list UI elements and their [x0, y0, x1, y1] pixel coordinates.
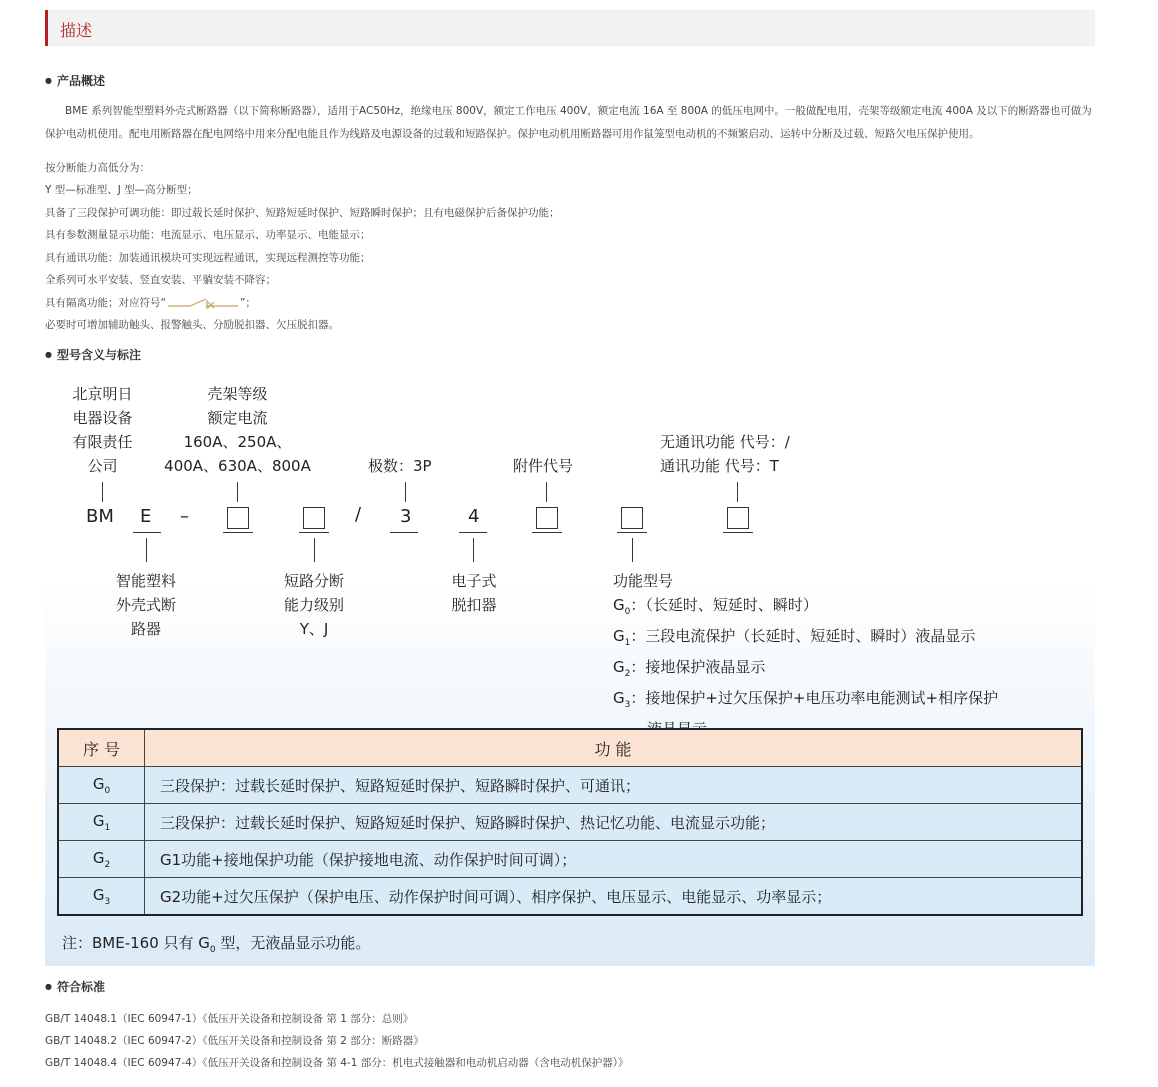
code-box-breaking — [303, 507, 325, 529]
function-line: $G_1$：三段电流保护（长延时、短延时、瞬时）液晶显示 — [613, 627, 976, 648]
label-poles: 极数：3P — [368, 457, 432, 475]
table-header-row — [58, 729, 1082, 767]
function-line: $G_0$：（长延时、短延时、瞬时） — [613, 596, 818, 617]
leader-line — [405, 482, 406, 502]
feature-item: 必要时可增加辅助触头、报警触头、分励脱扣器、欠压脱扣器。 — [45, 319, 339, 331]
underline — [223, 532, 253, 533]
code-dash: – — [180, 506, 189, 527]
label-accessory: 附件代号 — [513, 457, 574, 475]
code-box-accessory — [536, 507, 558, 529]
row-code: $G_3$ — [58, 878, 145, 916]
standards-title: ● 符合标准 — [45, 978, 105, 995]
leader-line — [314, 538, 315, 562]
label-breaker-type: 智能塑料 外壳式断 路器 — [115, 572, 176, 638]
label-comm-none: 无通讯功能 代号：/ — [660, 433, 790, 451]
function-line: $G_3$：接地保护+过欠压保护+电压功率电能测试+相序保护 — [613, 689, 999, 710]
standard-item: GB/T 14048.4（IEC 60947-4）《低压开关设备和控制设备 第 4-1 部分：机电式接触器和电动机启动器（含电动机保护器）》 — [45, 1057, 629, 1069]
label-breaking-capacity: 短路分断 能力级别 Y、J — [283, 572, 344, 638]
label-trip-unit: 电子式 脱扣器 — [451, 572, 497, 614]
label-comm: 通讯功能 代号：T — [660, 457, 779, 475]
table-note: 注：BME-160 只有 $G_0$ 型，无液晶显示功能。 — [62, 934, 371, 955]
leader-line — [146, 538, 147, 562]
underline — [133, 532, 161, 533]
row-code: $G_0$ — [58, 767, 145, 804]
label-frame-current: 壳架等级 额定电流 160A、250A、 400A、630A、800A — [164, 385, 311, 475]
leader-line — [102, 482, 103, 502]
feature-item: 具有通讯功能：加装通讯模块可实现远程通讯，实现远程测控等功能； — [45, 252, 371, 264]
underline — [390, 532, 418, 533]
code-box-function — [621, 507, 643, 529]
leader-line — [473, 538, 474, 562]
row-function: G2功能+过欠压保护（保护电压、动作保护时间可调）、相序保护、电压显示、电能显示、功率显示； — [145, 878, 1083, 916]
function-line: $G_2$：接地保护液晶显示 — [613, 658, 766, 679]
row-function: 三段保护：过载长延时保护、短路短延时保护、短路瞬时保护、热记忆功能、电流显示功能； — [145, 804, 1083, 841]
code-e: E — [140, 506, 152, 527]
label-function-type: 功能型号 $G_0$：（长延时、短延时、瞬时） $G_1$：三段电流保护（长延时、短延时、瞬时）液晶显示 $G_2$：接地保护液晶显示 $G_3$：接地保护+过欠压保护+电压功率电能测试+相序保护 — [613, 569, 998, 741]
section-header-title: 描述 — [60, 21, 93, 40]
underline — [459, 532, 487, 533]
code-trip: 4 — [468, 506, 480, 527]
overview-intro: BME 系列智能型塑料外壳式断路器（以下简称断路器），适用于AC50Hz，绝缘电压 800V，额定工作电压 400V，额定电流 16A 至 800A 的低压电网中。一般做配电用，壳架等级额定电流 400A 及以下的断路器也可做为保护电动机使用。配电用断路器在配电网络中用来分配电能且作为线路及电源设备的过载和短路保护。保护电动机用断路器可用作鼠笼型电动机的不频繁启动、运转中分断及过载、短路欠电压保护使用。 — [45, 105, 1092, 140]
underline — [617, 532, 647, 533]
standard-item: GB/T 14048.2（IEC 60947-2）《低压开关设备和控制设备 第 2 部分：断路器》 — [45, 1035, 424, 1047]
table-row — [58, 804, 1082, 841]
row-code: $G_2$ — [58, 841, 145, 878]
function-table — [57, 728, 1083, 916]
table-row — [58, 767, 1082, 804]
section-header — [45, 10, 1095, 46]
standard-item: GB/T 14048.1（IEC 60947-1）《低压开关设备和控制设备 第 1 部分：总则》 — [45, 1013, 414, 1025]
feature-item: 具备了三段保护可调功能：即过载长延时保护、短路短延时保护、短路瞬时保护；且有电磁保护后备保护功能； — [45, 207, 560, 219]
row-function: G1功能+接地保护功能（保护接地电流、动作保护时间可调）； — [145, 841, 1083, 878]
leader-line — [632, 538, 633, 562]
leader-line — [737, 482, 738, 502]
table-row — [58, 841, 1082, 878]
code-box-comm — [727, 507, 749, 529]
row-code: $G_1$ — [58, 804, 145, 841]
code-bm: BM — [86, 506, 114, 527]
feature-item-isolation — [45, 295, 256, 310]
underline — [532, 532, 562, 533]
code-poles: 3 — [400, 506, 412, 527]
leader-line — [237, 482, 238, 502]
table-row — [58, 878, 1082, 916]
feature-item: 具有参数测量显示功能：电流显示、电压显示、功率显示、电能显示； — [45, 229, 371, 241]
model-title: ● 型号含义与标注 — [45, 346, 141, 363]
underline — [299, 532, 329, 533]
label-company: 北京明日 电器设备 有限责任 公司 — [72, 385, 133, 475]
header-function: 功 能 — [145, 729, 1083, 767]
code-box-frame — [227, 507, 249, 529]
leader-line — [546, 482, 547, 502]
isolation-prefix: 具有隔离功能；对应符号“ — [45, 297, 166, 309]
feature-item: 全系列可水平安装、竖直安装、平躺安装不降容； — [45, 274, 276, 286]
code-slash: / — [355, 504, 362, 525]
row-function: 三段保护：过载长延时保护、短路短延时保护、短路瞬时保护、可通讯； — [145, 767, 1083, 804]
overview-title: ● 产品概述 — [45, 72, 105, 89]
isolator-symbol-icon — [168, 297, 238, 309]
feature-item: 按分断能力高低分为： — [45, 162, 150, 174]
isolation-suffix: ”； — [239, 297, 256, 309]
feature-item: Y 型—标准型、J 型—高分断型； — [45, 184, 198, 196]
header-no: 序 号 — [58, 729, 145, 767]
underline — [723, 532, 753, 533]
model-diagram — [45, 372, 1095, 966]
